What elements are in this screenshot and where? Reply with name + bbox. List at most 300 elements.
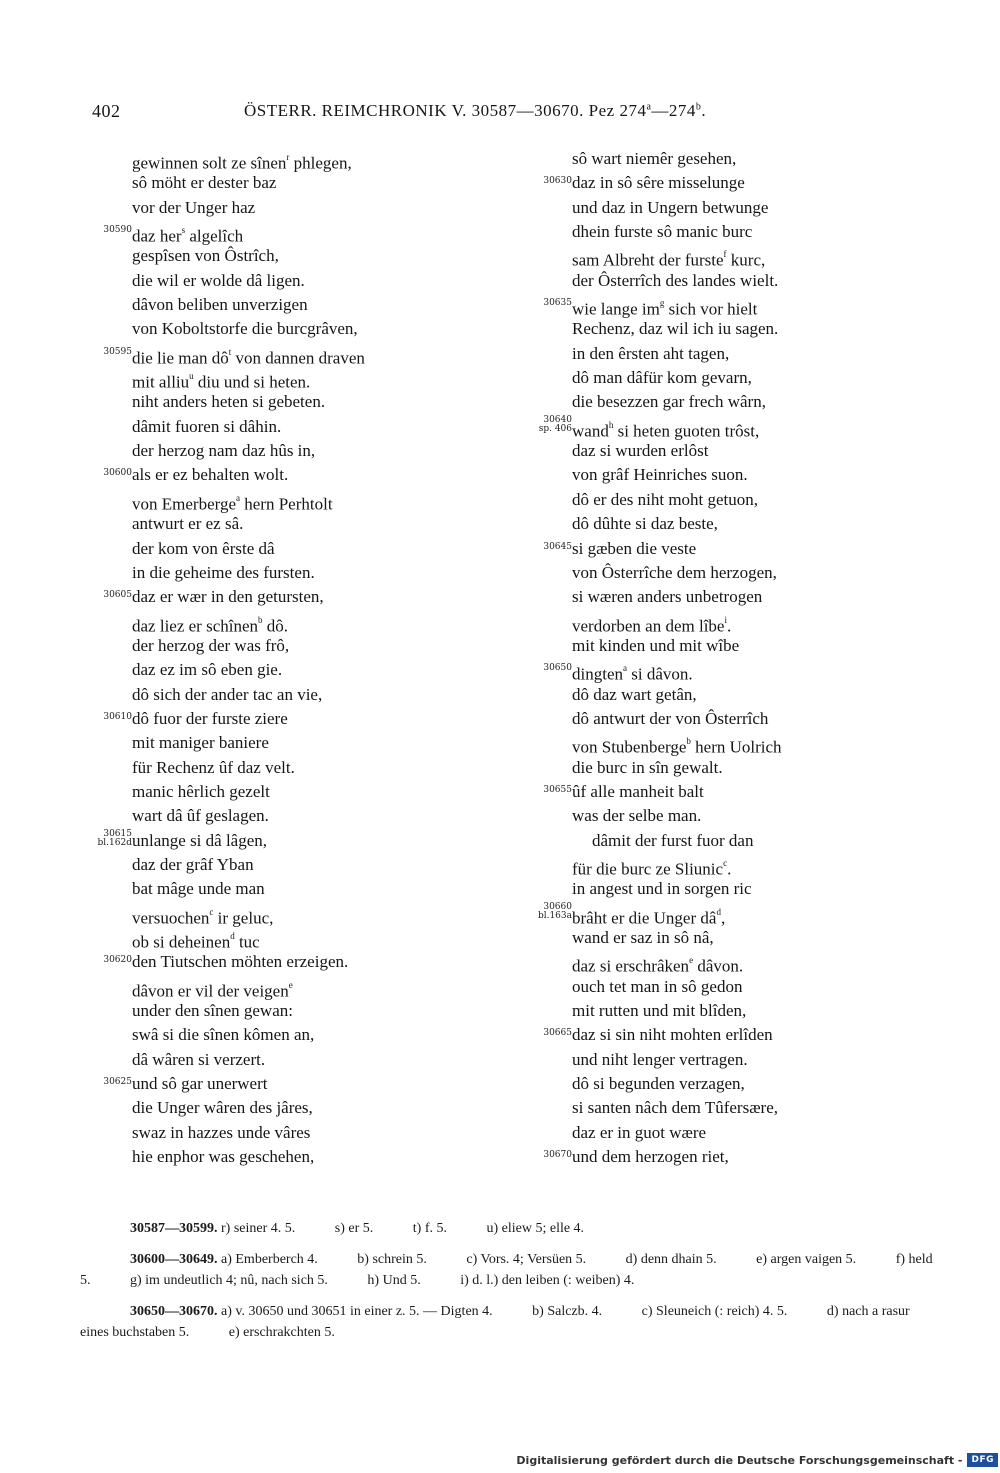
- verse-text-main: manic hêrlich gezelt: [132, 781, 270, 801]
- verse-text: [572, 683, 697, 707]
- line-number: [80, 220, 132, 235]
- verse-text-main: die besezzen gar frech wârn,: [572, 392, 766, 412]
- verse-text-main: swaz in hazzes unde vâres: [132, 1122, 311, 1142]
- footnote-item: e) argen vaigen 5.: [756, 1252, 857, 1267]
- dfg-logo: DFG: [967, 1453, 998, 1467]
- verse-text-main: für die burc ze Sliunic: [572, 859, 724, 879]
- verse-line: [520, 1023, 920, 1047]
- verse-line: [520, 756, 920, 780]
- verse-line: [80, 415, 480, 439]
- footnote-item: h) Und 5.: [367, 1273, 421, 1288]
- footnote-marker: s: [181, 225, 186, 236]
- verse-text-main: von Stubenberge: [572, 737, 687, 757]
- verse-text-main: wand er saz in sô nâ,: [572, 928, 714, 947]
- verse-text-main: für Rechenz ûf daz velt.: [132, 757, 295, 777]
- verse-text-main: mit alliu: [132, 372, 190, 392]
- verse-line: [80, 975, 480, 999]
- verse-line: [520, 683, 920, 707]
- dfg-footer-text: Digitalisierung gefördert durch die Deutsche Forschungsgemeinschaft -: [516, 1453, 963, 1467]
- verse-text-rest: si dâvon.: [627, 664, 693, 684]
- verse-text: [132, 634, 289, 658]
- verse-line: [80, 585, 480, 609]
- verse-text: [132, 171, 276, 195]
- verse-text-main: dô si begunden verzagen,: [572, 1074, 745, 1094]
- footnote-block: [80, 1218, 935, 1239]
- verse-text: [572, 366, 752, 390]
- verse-text-main: daz er wær in den getursten,: [132, 587, 324, 607]
- line-number-value: 30635: [543, 298, 572, 309]
- verse-text-main: daz si erschrâken: [572, 957, 690, 976]
- verse-line: [80, 853, 480, 877]
- line-number: [80, 707, 132, 722]
- verse-text-main: dô man dâfür kom gevarn,: [572, 368, 752, 388]
- line-number: [80, 829, 132, 849]
- verse-line: [520, 999, 920, 1023]
- footnote-marker: d: [716, 906, 721, 917]
- line-number-value: 30590: [103, 225, 132, 236]
- verse-text: [132, 244, 279, 268]
- verse-line: [520, 926, 920, 950]
- folio-reference: bl.163a: [537, 911, 572, 922]
- footnote-marker: c: [209, 906, 214, 917]
- verse-text-main: gewinnen solt ze sînen: [132, 153, 287, 173]
- verse-text-main: der Ôsterrîch des landes wielt.: [572, 270, 779, 290]
- verse-line: [520, 610, 920, 634]
- line-number-value: 30650: [543, 663, 572, 674]
- verse-text-main: ob si deheinen: [132, 932, 231, 952]
- verse-text-main: si santen nâch dem Tûfersære,: [572, 1098, 778, 1118]
- verse-text-main: sô wart niemêr gesehen,: [572, 149, 737, 168]
- verse-line: [520, 439, 920, 463]
- verse-text-main: mit maniger baniere: [132, 733, 269, 753]
- verse-line: [520, 293, 920, 317]
- verse-text-main: in die geheime des fursten.: [132, 562, 315, 582]
- verse-text-main: von Emerberge: [132, 494, 237, 514]
- verse-text-rest: .: [726, 616, 732, 636]
- verse-text: [572, 269, 778, 293]
- footnote-range: 30587—30599.: [130, 1221, 218, 1236]
- verse-line: [80, 512, 480, 536]
- footnote-marker: a: [623, 663, 627, 674]
- verse-text: [592, 829, 753, 853]
- verse-text-main: dô antwurt der von Ôsterrîch: [572, 708, 769, 728]
- verse-text-rest: hern Perhtolt: [240, 494, 333, 514]
- verse-line: [80, 756, 480, 780]
- line-number-value: 30665: [543, 1028, 572, 1039]
- verse-text-main: sam Albreht der furste: [572, 251, 724, 271]
- verse-text-main: dingten: [572, 664, 623, 684]
- line-number: [80, 585, 132, 600]
- footnotes: [80, 1218, 935, 1353]
- verse-text-main: daz der grâf Yban: [132, 854, 254, 874]
- verse-line: [520, 317, 920, 341]
- verse-text-main: mit rutten und mit blîden,: [572, 1001, 747, 1021]
- verse-line: [80, 1023, 480, 1047]
- line-number-value: 30645: [543, 541, 572, 552]
- footnote-range: 30650—30670.: [130, 1304, 218, 1319]
- verse-line: [520, 244, 920, 271]
- verse-text: [132, 658, 282, 682]
- verse-line: [80, 999, 480, 1023]
- verse-text: [132, 1096, 313, 1120]
- verse-text-main: gespîsen von Ôstrîch,: [132, 246, 279, 266]
- verse-text: [132, 999, 293, 1023]
- verse-line: [80, 658, 480, 682]
- verse-text: [572, 317, 778, 341]
- footnote-range: 30600—30649.: [130, 1252, 218, 1267]
- verse-text-rest: ir geluc,: [213, 908, 274, 928]
- verse-text-main: daz in sô sêre misselunge: [572, 173, 745, 193]
- verse-text-rest: si heten guoten trôst,: [613, 421, 760, 441]
- verse-text: [572, 342, 729, 366]
- line-number: [520, 415, 572, 435]
- running-title-dash: —274: [651, 101, 696, 120]
- verse-text-rest: .: [727, 859, 732, 879]
- verse-line: [520, 171, 920, 195]
- verse-text-main: swâ si die sînen kômen an,: [132, 1025, 315, 1045]
- line-number: [80, 950, 132, 965]
- verse-text: [572, 634, 739, 658]
- verse-line: [520, 147, 920, 171]
- verse-line: [80, 220, 480, 244]
- verse-text-main: von Koboltstorfe die burcgrâven,: [132, 319, 358, 339]
- verse-text-main: dâvon er vil der veigen: [132, 981, 289, 1001]
- verse-text-main: wand: [572, 421, 609, 441]
- verse-text-main: wart dâ ûf geslagen.: [132, 806, 269, 826]
- line-number: [80, 1072, 132, 1087]
- footnote-marker: e: [689, 955, 694, 966]
- verse-text-main: und niht lenger vertragen.: [572, 1049, 748, 1069]
- verse-line: [520, 537, 920, 561]
- verse-text: [572, 512, 718, 536]
- verse-line: [80, 877, 480, 901]
- line-number-value: 30670: [543, 1150, 572, 1161]
- line-number: [520, 780, 572, 795]
- footnote-marker: t: [228, 346, 232, 357]
- verse-text: [572, 975, 742, 999]
- line-number-value: 30600: [103, 468, 132, 479]
- verse-text: [132, 877, 265, 901]
- verse-text: [132, 196, 255, 220]
- verse-line: [520, 1048, 920, 1072]
- verse-line: [80, 342, 480, 366]
- verse-line: [80, 269, 480, 293]
- verse-text: [132, 269, 305, 293]
- verse-line: [80, 804, 480, 828]
- page-number: 402: [92, 101, 121, 121]
- verse-line: [80, 537, 480, 561]
- footnote-marker: b: [258, 614, 263, 625]
- verse-text-rest: ,: [720, 908, 726, 928]
- verse-text: [572, 488, 758, 512]
- verse-text-main: dâ wâren si verzert.: [132, 1049, 266, 1069]
- verse-text: [572, 780, 704, 804]
- verse-text: [572, 220, 752, 244]
- verse-line: [520, 488, 920, 512]
- verse-line: [80, 463, 480, 487]
- line-number: [520, 902, 572, 922]
- verse-text: [132, 317, 358, 341]
- verse-text: [572, 390, 766, 414]
- verse-line: [520, 877, 920, 901]
- verse-text-main: under den sînen gewan:: [132, 1001, 293, 1021]
- verse-text-main: daz her: [132, 226, 182, 246]
- footnote-item: b) schrein 5.: [357, 1252, 427, 1267]
- verse-line: [80, 683, 480, 707]
- verse-line: [80, 1048, 480, 1072]
- footnote-item: d) denn dhain 5.: [625, 1252, 717, 1267]
- verse-text-main: die lie man dô: [132, 348, 229, 368]
- verse-text-main: versuochen: [132, 908, 210, 928]
- verse-text-main: und daz in Ungern betwunge: [572, 197, 769, 217]
- verse-text-main: daz ez im sô eben gie.: [132, 660, 283, 680]
- verse-text-main: der kom von êrste dâ: [132, 538, 275, 558]
- verse-text: [572, 999, 746, 1023]
- verse-text-rest: von dannen draven: [231, 348, 365, 368]
- line-number-value: 30625: [103, 1077, 132, 1088]
- footnote-marker: u: [189, 371, 194, 382]
- verse-text: [132, 683, 322, 707]
- verse-text-main: den Tiutschen möhten erzeigen.: [132, 952, 349, 972]
- verse-line: [80, 634, 480, 658]
- running-title-end: .: [701, 101, 707, 120]
- line-number-value: 30610: [103, 711, 132, 722]
- verse-text: [572, 1048, 748, 1072]
- verse-line: [80, 731, 480, 755]
- verse-line: [80, 561, 480, 585]
- verse-text: [572, 196, 768, 220]
- verse-text: [572, 561, 777, 585]
- footnote-item: f) held 5.: [80, 1252, 933, 1288]
- verse-text: [132, 585, 324, 609]
- verse-text-rest: algelîch: [185, 226, 244, 246]
- left-verse-column: [80, 147, 480, 1169]
- verse-text: [132, 1023, 314, 1047]
- verse-line: [520, 196, 920, 220]
- verse-line: [80, 196, 480, 220]
- verse-text-main: mit kinden und mit wîbe: [572, 635, 740, 655]
- running-title-sup-a: a: [646, 101, 652, 113]
- verse-line: [520, 950, 920, 974]
- footnote-item: a) Emberberch 4.: [221, 1252, 318, 1267]
- footnote-marker: d: [230, 931, 235, 941]
- verse-text: [132, 731, 269, 755]
- verse-text: [572, 877, 752, 901]
- verse-line: [520, 366, 920, 390]
- verse-text-rest: phlegen,: [289, 153, 352, 173]
- verse-line: [80, 707, 480, 731]
- verse-line: [80, 1145, 480, 1169]
- verse-text-rest: dô.: [262, 616, 289, 636]
- footnote-item: e) erschrakchten 5.: [228, 1325, 335, 1340]
- verse-text: [572, 1145, 729, 1169]
- verse-text-main: dâvon beliben unverzigen: [132, 295, 308, 315]
- verse-line: [520, 1096, 920, 1120]
- verse-line: [520, 1145, 920, 1169]
- verse-line: [520, 390, 920, 414]
- verse-line: [80, 317, 480, 341]
- verse-text-rest: dâvon.: [693, 957, 744, 976]
- verse-text: [132, 756, 295, 780]
- folio-reference: sp. 406: [538, 424, 572, 435]
- verse-line: [520, 780, 920, 804]
- verse-line: [80, 610, 480, 634]
- verse-line: [80, 1096, 480, 1120]
- verse-text: [132, 561, 315, 585]
- verse-text-main: si wæren anders unbetrogen: [572, 587, 763, 607]
- footnote-item: t) f. 5.: [412, 1221, 447, 1236]
- verse-text: [132, 415, 281, 439]
- verse-text-rest: diu und si heten.: [193, 372, 311, 392]
- line-number: [520, 171, 572, 186]
- verse-text-main: dô fuor der furste ziere: [132, 708, 288, 728]
- verse-text: [132, 390, 325, 414]
- line-number: [520, 293, 572, 308]
- verse-line: [80, 293, 480, 317]
- verse-line: [80, 366, 480, 390]
- line-number: [80, 463, 132, 478]
- verse-text: [132, 439, 315, 463]
- verse-line: [520, 269, 920, 293]
- verse-text-main: unlange si dâ lâgen,: [132, 830, 268, 850]
- verse-line: [520, 463, 920, 487]
- verse-text: [572, 1023, 773, 1047]
- running-title-text: ÖSTERR. REIMCHRONIK V. 30587—30670. Pez 274: [244, 101, 647, 120]
- verse-line: [520, 804, 920, 828]
- verse-line: [520, 634, 920, 658]
- verse-text-main: in angest und in sorgen ric: [572, 879, 752, 899]
- footnote-marker: g: [659, 298, 665, 309]
- verse-line: [520, 220, 920, 244]
- verse-text-main: dhein furste sô manic burc: [572, 222, 753, 242]
- line-number: [520, 658, 572, 673]
- verse-text: [132, 463, 288, 487]
- verse-line: [520, 731, 920, 755]
- verse-line: [80, 488, 480, 512]
- verse-text-rest: tuc: [234, 932, 260, 952]
- line-number: [80, 342, 132, 357]
- verse-text: [572, 463, 748, 487]
- line-number: [520, 1145, 572, 1160]
- footnote-item: s) er 5.: [334, 1221, 374, 1236]
- verse-line: [520, 707, 920, 731]
- verse-text: [572, 756, 723, 780]
- verse-text: [572, 926, 714, 950]
- line-number-value: 30640: [543, 414, 572, 425]
- verse-text-main: der herzog der was frô,: [132, 635, 290, 655]
- verse-line: [80, 147, 480, 171]
- verse-text-main: hie enphor was geschehen,: [132, 1147, 315, 1167]
- verse-text: [572, 707, 768, 731]
- verse-text: [572, 171, 745, 195]
- verse-text-main: und dem herzogen riet,: [572, 1147, 729, 1167]
- verse-text-main: dâmit fuoren si dâhin.: [132, 416, 282, 436]
- verse-line: [80, 171, 480, 195]
- verse-text-rest: hern Uolrich: [690, 737, 782, 757]
- verse-text-main: der herzog nam daz hûs in,: [132, 441, 316, 461]
- verse-text: [132, 537, 275, 561]
- verse-text: [132, 512, 243, 536]
- footnote-block: [80, 1249, 935, 1291]
- verse-text-main: daz si sin niht mohten erlîden: [572, 1025, 773, 1045]
- verse-text-main: als er ez behalten wolt.: [132, 465, 289, 485]
- verse-text: [572, 804, 701, 828]
- verse-text-main: und sô gar unerwert: [132, 1074, 268, 1094]
- folio-reference: bl.162d: [97, 838, 132, 849]
- verse-line: [80, 390, 480, 414]
- verse-text-main: von Ôsterrîche dem herzogen,: [572, 562, 777, 582]
- verse-line: [80, 439, 480, 463]
- line-number: [520, 537, 572, 552]
- verse-line: [520, 585, 920, 609]
- verse-text-main: antwurt er ez sâ.: [132, 514, 244, 534]
- line-number-value: 30605: [103, 590, 132, 601]
- verse-text-main: ouch tet man in sô gedon: [572, 976, 743, 996]
- verse-line: [80, 950, 480, 974]
- verse-text: [572, 1096, 778, 1120]
- verse-line: [80, 1072, 480, 1096]
- line-number-value: 30615: [103, 828, 132, 839]
- line-number-value: 30660: [543, 901, 572, 912]
- verse-line: [80, 902, 480, 926]
- verse-text-rest: sich vor hielt: [664, 299, 758, 319]
- verse-text-main: was der selbe man.: [572, 806, 702, 826]
- verse-text-main: daz liez er schînen: [132, 616, 259, 636]
- verse-text: [132, 293, 308, 317]
- verse-text-main: dâmit der furst fuor dan: [592, 830, 754, 850]
- footnote-marker: b: [686, 736, 691, 747]
- verse-text-main: brâht er die Unger dâ: [572, 908, 717, 928]
- verse-text: [132, 853, 254, 877]
- verse-text-main: dô dûhte si daz beste,: [572, 514, 718, 534]
- verse-text-main: die burc in sîn gewalt.: [572, 757, 723, 777]
- verse-text-main: die wil er wolde dâ ligen.: [132, 270, 305, 290]
- footnote-item: c) Sleuneich (: reich) 4. 5.: [641, 1304, 788, 1319]
- verse-line: [520, 975, 920, 999]
- verse-text-main: bat mâge unde man: [132, 879, 265, 899]
- page-header: [92, 101, 820, 127]
- verse-text-main: sô möht er dester baz: [132, 173, 277, 193]
- verse-text-main: daz si wurden erlôst: [572, 441, 709, 461]
- line-number-value: 30620: [103, 955, 132, 966]
- footnote-marker: c: [723, 857, 728, 868]
- right-verse-column: [520, 147, 920, 1169]
- verse-line: [80, 926, 480, 950]
- verse-text-main: in den êrsten aht tagen,: [572, 343, 730, 363]
- verse-line: [80, 1121, 480, 1145]
- verse-text: [132, 804, 269, 828]
- verse-text-main: verdorben an dem lîbe: [572, 616, 725, 636]
- line-number-value: 30655: [543, 784, 572, 795]
- running-title: [244, 101, 706, 121]
- verse-text: [132, 780, 270, 804]
- footnote-block: [80, 1301, 935, 1343]
- verse-text-main: wie lange im: [572, 299, 660, 319]
- verse-line: [520, 1121, 920, 1145]
- verse-text-main: dô sich der ander tac an vie,: [132, 684, 323, 704]
- footnote-marker: f: [723, 249, 727, 260]
- line-number-value: 30630: [543, 176, 572, 187]
- verse-text: [572, 1121, 706, 1145]
- verse-line: [80, 829, 480, 853]
- footnote-marker: e: [288, 979, 293, 990]
- footnote-marker: i: [724, 614, 727, 625]
- verse-text: [572, 537, 696, 561]
- verse-text: [572, 1072, 745, 1096]
- dfg-footer: [516, 1447, 1000, 1473]
- footnote-marker: r: [286, 152, 290, 162]
- verse-line: [520, 902, 920, 926]
